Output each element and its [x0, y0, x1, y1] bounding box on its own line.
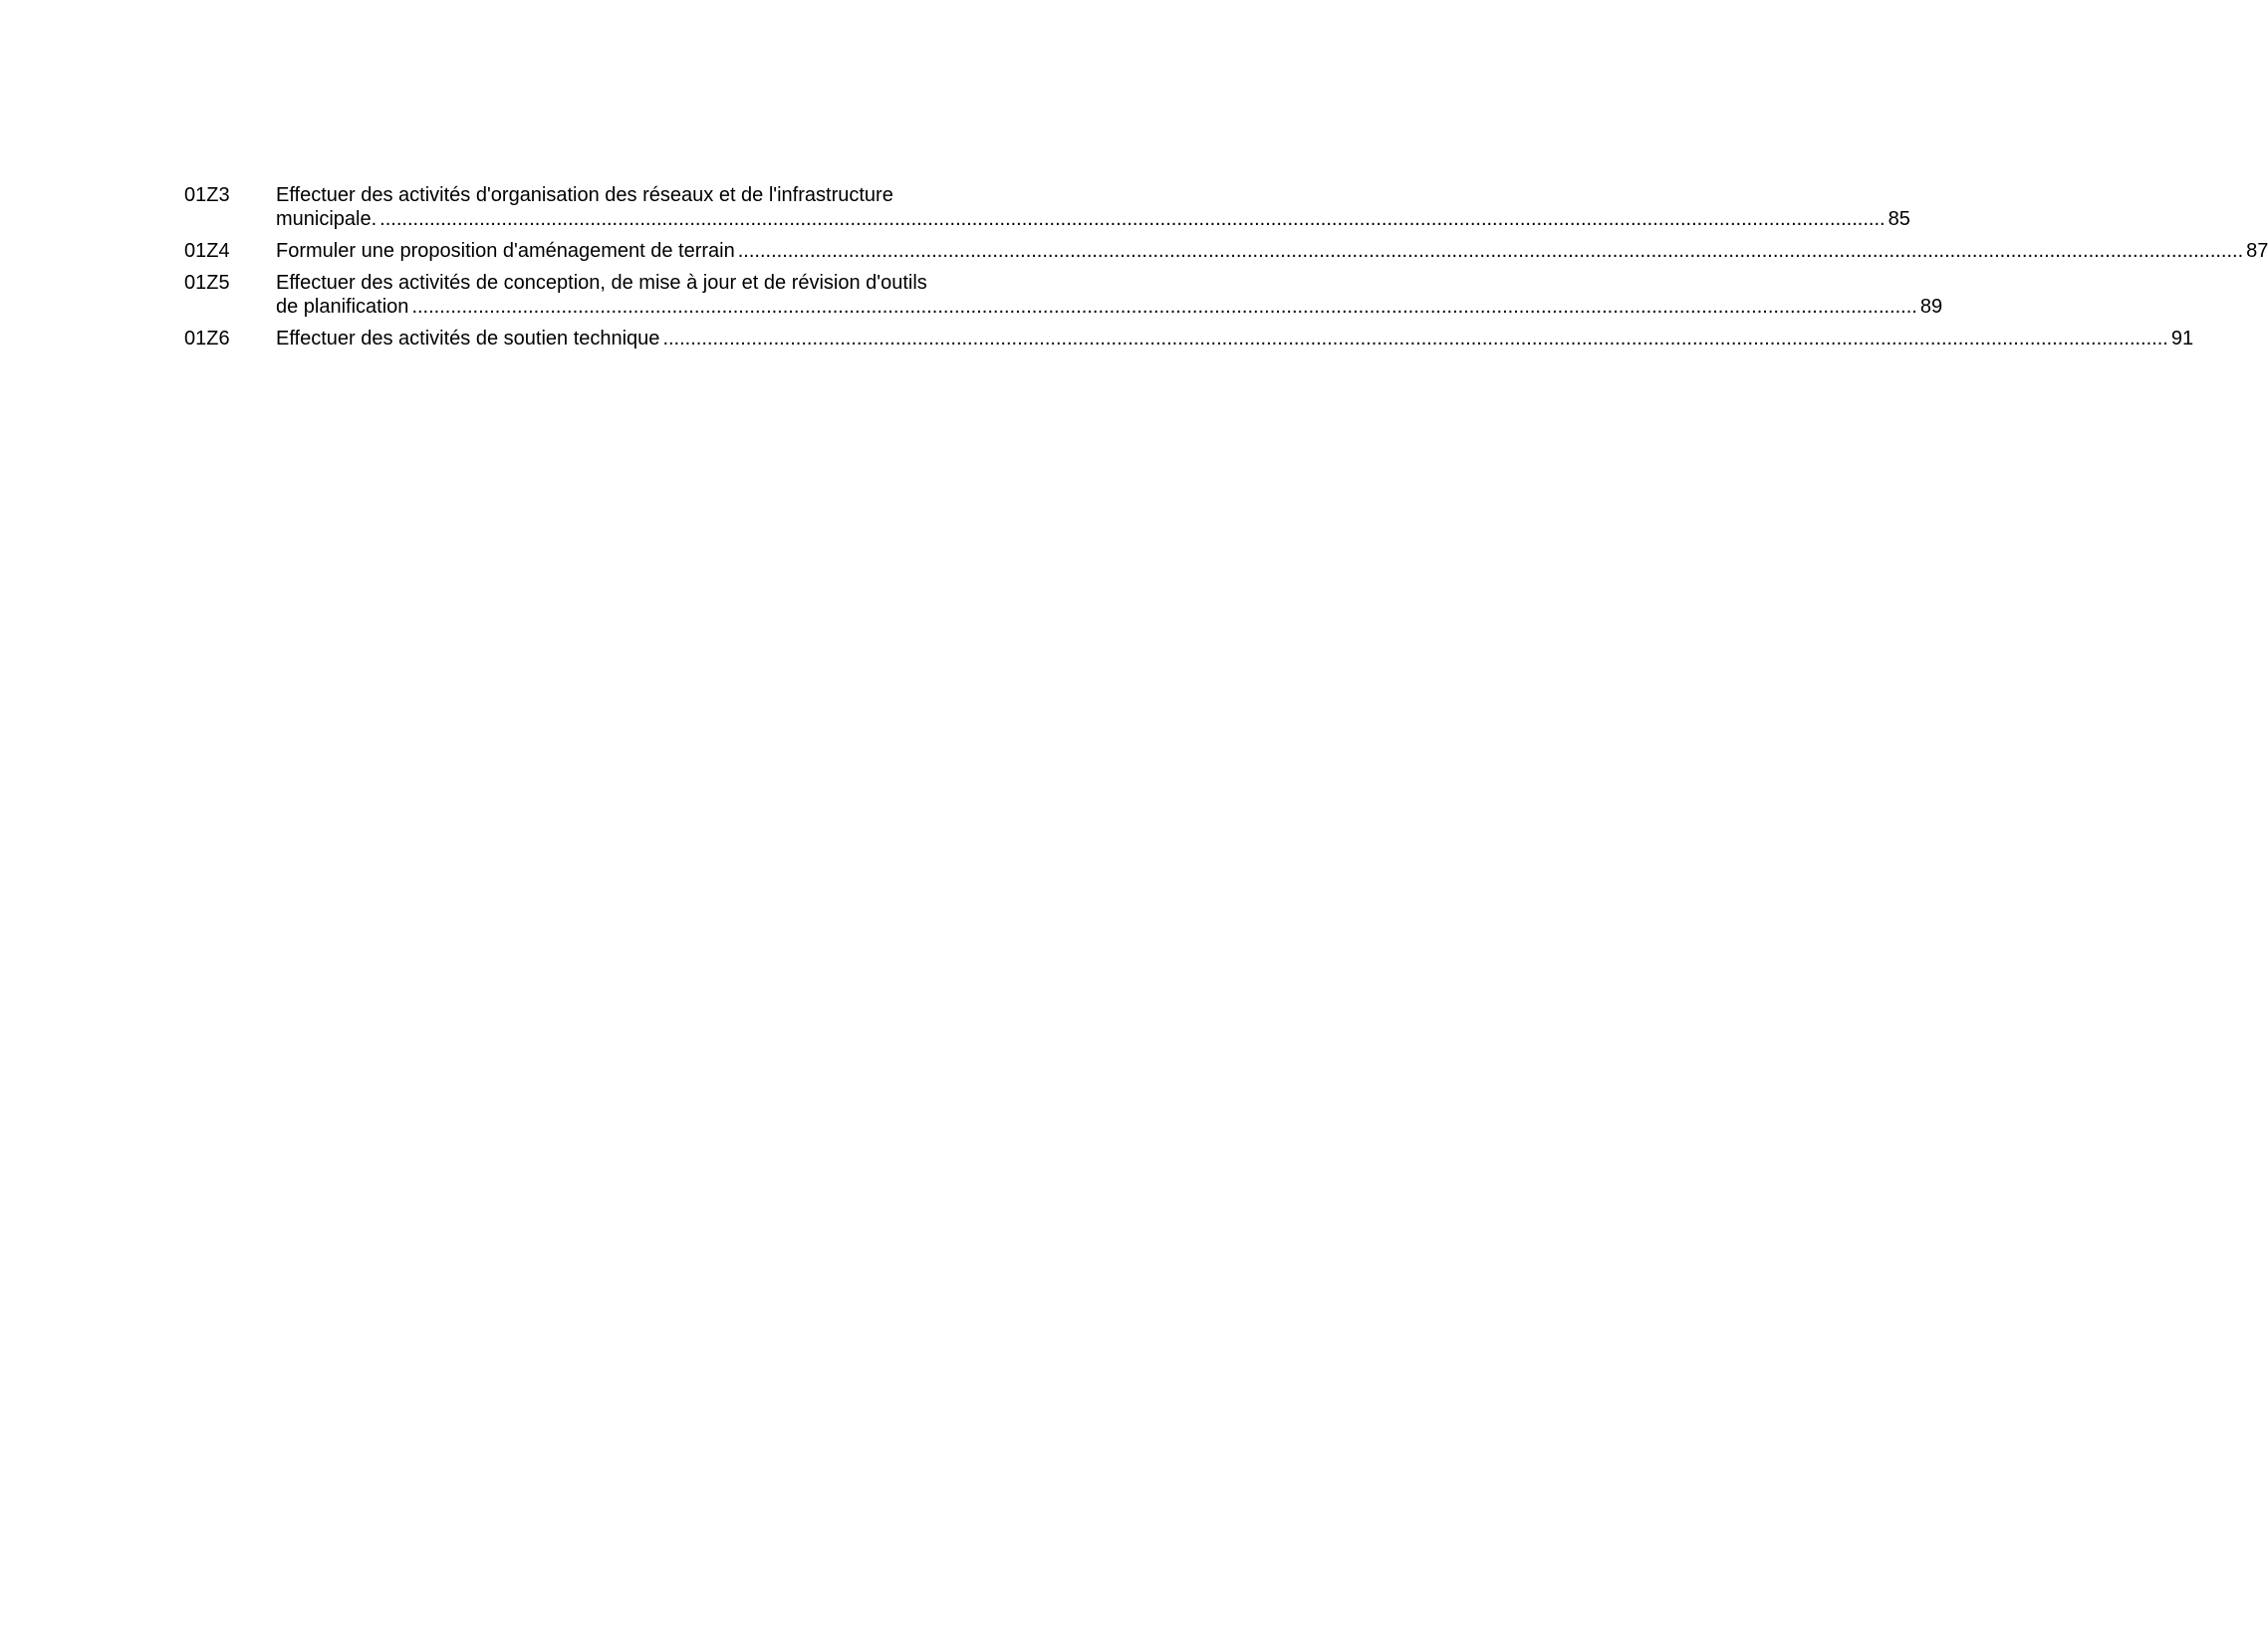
toc-title-line-with-page [276, 327, 2193, 351]
toc-code: 01Z6 [184, 328, 230, 350]
dot-leader [379, 207, 1885, 231]
toc-title-line [276, 271, 1942, 295]
toc-page-number: 87 [2246, 240, 2268, 262]
toc-title-part: Effectuer des activités de conception, de mise à jour et de révision d'outils [276, 272, 927, 294]
toc-body [276, 271, 1942, 319]
toc-title-line-with-page [276, 295, 1942, 319]
toc-page-number: 91 [2170, 328, 2194, 350]
toc-body [276, 183, 1910, 231]
toc-code: 01Z4 [184, 240, 230, 262]
table-of-contents [184, 183, 2268, 358]
toc-title-part: Formuler une proposition d'aménagement de terrain [276, 240, 735, 262]
toc-entry-01z4 [184, 239, 2268, 263]
dot-leader [411, 295, 1916, 319]
toc-code: 01Z3 [184, 184, 230, 206]
toc-title-part: municipale. [276, 208, 378, 230]
toc-code: 01Z5 [184, 272, 230, 294]
toc-entry-01z3 [184, 183, 1910, 231]
toc-page-number: 89 [1919, 296, 1943, 318]
toc-title-part: de planification [276, 296, 409, 318]
toc-body [276, 327, 2193, 351]
toc-page-number: 85 [1888, 208, 1910, 230]
toc-title-line [276, 183, 1910, 207]
toc-entry-01z6 [184, 327, 2194, 351]
toc-title-line-with-page [276, 207, 1910, 231]
dot-leader [738, 239, 2243, 263]
toc-entry-01z5 [184, 271, 1943, 319]
toc-title-line-with-page [276, 239, 2268, 263]
dot-leader [662, 327, 2167, 351]
toc-title-part: Effectuer des activités de soutien technique [276, 328, 660, 350]
toc-body [276, 239, 2268, 263]
toc-title-part: Effectuer des activités d'organisation des réseaux et de l'infrastructure [276, 184, 893, 206]
